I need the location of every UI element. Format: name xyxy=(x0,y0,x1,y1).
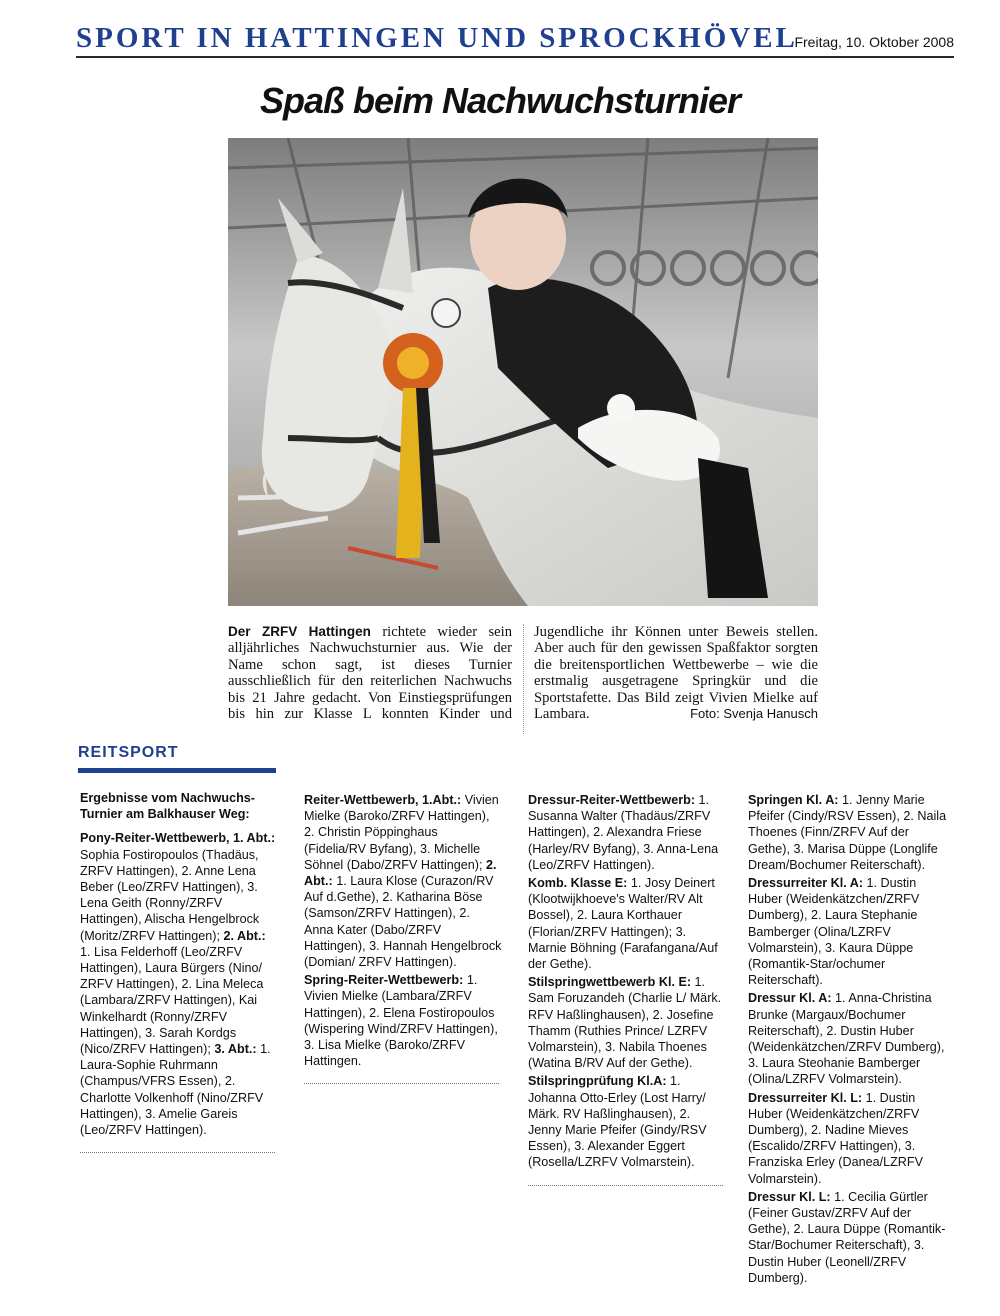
result-heading: 2. Abt.: xyxy=(223,928,266,943)
result-entry xyxy=(528,792,726,873)
result-text: 1. Dustin Huber (Weidenkätzchen/ZRFV Dumberg), 2. Nadine Mieves (Escalido/ZRFV Hattingen), 3. Franziska Erley (Danea/LZRFV Volmarstein). xyxy=(748,1090,923,1186)
result-heading: Dressur Kl. L: xyxy=(748,1189,831,1204)
result-text: 1. Laura Klose (Curazon/RV Auf d.Gethe), 2. Katharina Böse (Samson/ZRFV Hattingen), 2. Anna Kater (Dabo/ZRFV Hattingen), 3. Hannah Hengelbrock (Domian/ ZRFV Hattingen). xyxy=(304,874,502,970)
result-text: 1. Lisa Felderhoff (Leo/ZRFV Hattingen), Laura Bürgers (Nino/ ZRFV Hattingen), 2. Lina Meleca (Lambara/ZRFV Hattingen), Kai Winkelhardt (Ronny/ZRFV Hattingen), 3. Sarah Kordgs (Nico/ZRFV Hattingen); xyxy=(80,944,264,1057)
photo-credit: Foto: Svenja Hanusch xyxy=(690,706,818,722)
results-intro: Ergebnisse vom Nachwuchs-Turnier am Balkhauser Weg: xyxy=(80,791,255,822)
result-text: Sophia Fostiropoulos (Thadäus, ZRFV Hattingen), 2. Anne Lena Beber (Leo/ZRFV Hattingen), 3. Lena Geith (Ronny/ZRFV Hattingen), Alischa Hengelbrock (Moritz/ZRFV Hattingen); xyxy=(80,847,260,943)
result-heading: Dressur-Reiter-Wettbewerb: xyxy=(528,793,696,807)
rubric-label: REITSPORT xyxy=(78,744,179,761)
result-heading: 2. Abt.: xyxy=(304,857,497,889)
result-text: 1. Laura-Sophie Ruhrmann (Champus/VFRS Essen), 2. Charlotte Volkenhoff (Nino/ZRFV Hattingen), 3. Amelie Gareis (Leo/ZRFV Hattingen). xyxy=(80,1042,271,1138)
result-entry xyxy=(748,875,948,988)
caption-lead: Der ZRFV Hattingen xyxy=(228,624,371,639)
result-heading: Pony-Reiter-Wettbewerb, 1. Abt.: xyxy=(80,831,276,846)
photo-caption xyxy=(228,624,818,734)
result-heading: Komb. Klasse E: xyxy=(528,876,628,891)
result-heading: Stilspringwettbewerb Kl. E: xyxy=(528,975,692,990)
result-text: 1. Johanna Otto-Erley (Lost Harry/ Märk. RV Haßlinghausen), 2. Jenny Marie Pfeifer (Gindy/RSV Essen), 3. Alexander Eggert (Rosella/LZRFV Volmarstein). xyxy=(528,1074,707,1170)
column-end-rule xyxy=(528,1185,723,1186)
issue-date: Freitag, 10. Oktober 2008 xyxy=(794,34,954,50)
result-entry xyxy=(748,1090,948,1187)
result-text: 1. Anna-Christina Brunke (Margaux/Bochumer Reiterschaft), 2. Dustin Huber (Weidenkätzchen/ZRFV Dumberg), 3. Laura Steohanie Bamberger (Olina/LZRFV Volmarstein). xyxy=(748,991,945,1087)
result-entry xyxy=(528,1073,726,1170)
result-heading: Springen Kl. A: xyxy=(748,793,839,807)
result-heading: Stilspringprüfung Kl.A: xyxy=(528,1074,667,1089)
rubric xyxy=(78,744,276,773)
results-column-2 xyxy=(304,792,502,1084)
result-text: 1. Susanna Walter (Thadäus/ZRFV Hattingen), 2. Alexandra Friese (Harley/RV Byfang), 3. Anna-Lena (Leo/ZRFV Hattingen). xyxy=(528,793,719,872)
result-heading: Reiter-Wettbewerb, 1.Abt.: xyxy=(304,793,462,807)
results-column-1 xyxy=(80,790,276,1153)
result-entry xyxy=(304,972,502,1069)
result-heading: Spring-Reiter-Wettbewerb: xyxy=(304,973,464,988)
result-text: 1. Dustin Huber (Weidenkätzchen/ZRFV Dumberg), 2. Laura Stephanie Bamberger (Olina/LZRFV Volmarstein), 3. Kaura Düppe (Romantik-Star/ochumer Reiterschaft). xyxy=(748,876,920,988)
result-text: 1. Sam Foruzandeh (Charlie L/ Märk. RFV Haßlinghausen), 2. Josefine Thamm (Ruthies Prince/ LZRFV Volmarstein), 3. Nabila Thoenes (Watina B/RV Auf der Gethe). xyxy=(528,975,722,1071)
result-heading: 3. Abt.: xyxy=(214,1042,257,1057)
result-heading: Dressurreiter Kl. L: xyxy=(748,1090,863,1105)
result-entry xyxy=(528,875,726,972)
result-text: 1. Vivien Mielke (Lambara/ZRFV Hattingen), 2. Elena Fostiropoulos (Wispering Wind/ZRFV Hattingen), 3. Lisa Mielke (Baroko/ZRFV Hattingen. xyxy=(304,973,498,1069)
result-text: Vivien Mielke (Baroko/ZRFV Hattingen), 2. Christin Pöppinghaus (Fidelia/RV Byfang), 3. Michelle Söhnel (Dabo/ZRFV Hattingen); xyxy=(304,793,499,872)
caption-body: richtete wieder sein alljährliches Nachwuchsturnier aus. Wie der Name schon sagt, ist dieses Turnier ausschließlich für den reiterlichen Nachwuchs bis 21 Jahre gedacht. Von Einstiegsprüfungen bis hin zur Klasse L konnten Kinder und Jugendliche ihr Können unter Beweis stellen. Aber auch für den gewissen Spaßfaktor sorgten die breitensportlichen Wettbewerbe – wie die erstmalig ausgetragene Springkür und die Sportstafette. Das Bild zeigt Vivien Mielke auf Lambara. xyxy=(228,624,818,723)
result-text: 1. Cecilia Gürtler (Feiner Gustav/ZRFV Auf der Gethe), 2. Laura Düppe (Romantik-Star/Bochumer Reiterschaft), 3. Dustin Huber (Leonell/ZRFV Dumberg). xyxy=(748,1189,946,1285)
column-end-rule xyxy=(80,1152,275,1153)
result-entry xyxy=(304,792,502,970)
section-title: SPORT IN HATTINGEN UND SPROCKHÖVEL xyxy=(76,22,798,54)
result-text: 1. Josy Deinert (Klootwijkhoeve's Walter/RV Alt Bossel), 2. Laura Korthauer (Florian/ZRFV Hattingen); 3. Marnie Böhning (Farafangana/Auf der Gethe). xyxy=(528,876,718,972)
result-entry xyxy=(80,830,276,1138)
result-entry xyxy=(748,1189,948,1286)
result-entry xyxy=(748,990,948,1087)
masthead xyxy=(76,22,954,58)
horse-and-rider-photo xyxy=(228,138,818,606)
result-heading: Dressurreiter Kl. A: xyxy=(748,876,864,891)
result-entry xyxy=(748,792,948,873)
result-entry xyxy=(528,974,726,1071)
headline: Spaß beim Nachwuchsturnier xyxy=(259,80,741,121)
results-column-4 xyxy=(748,792,948,1288)
results-column-3 xyxy=(528,792,726,1186)
result-text: 1. Jenny Marie Pfeifer (Cindy/RSV Essen), 2. Naila Thoenes (Finn/ZRFV Auf der Gethe), 3. Marisa Düppe (Longlife Dream/Bochumer Reiterschaft). xyxy=(748,793,947,872)
column-end-rule xyxy=(304,1083,499,1084)
result-heading: Dressur Kl. A: xyxy=(748,991,832,1006)
